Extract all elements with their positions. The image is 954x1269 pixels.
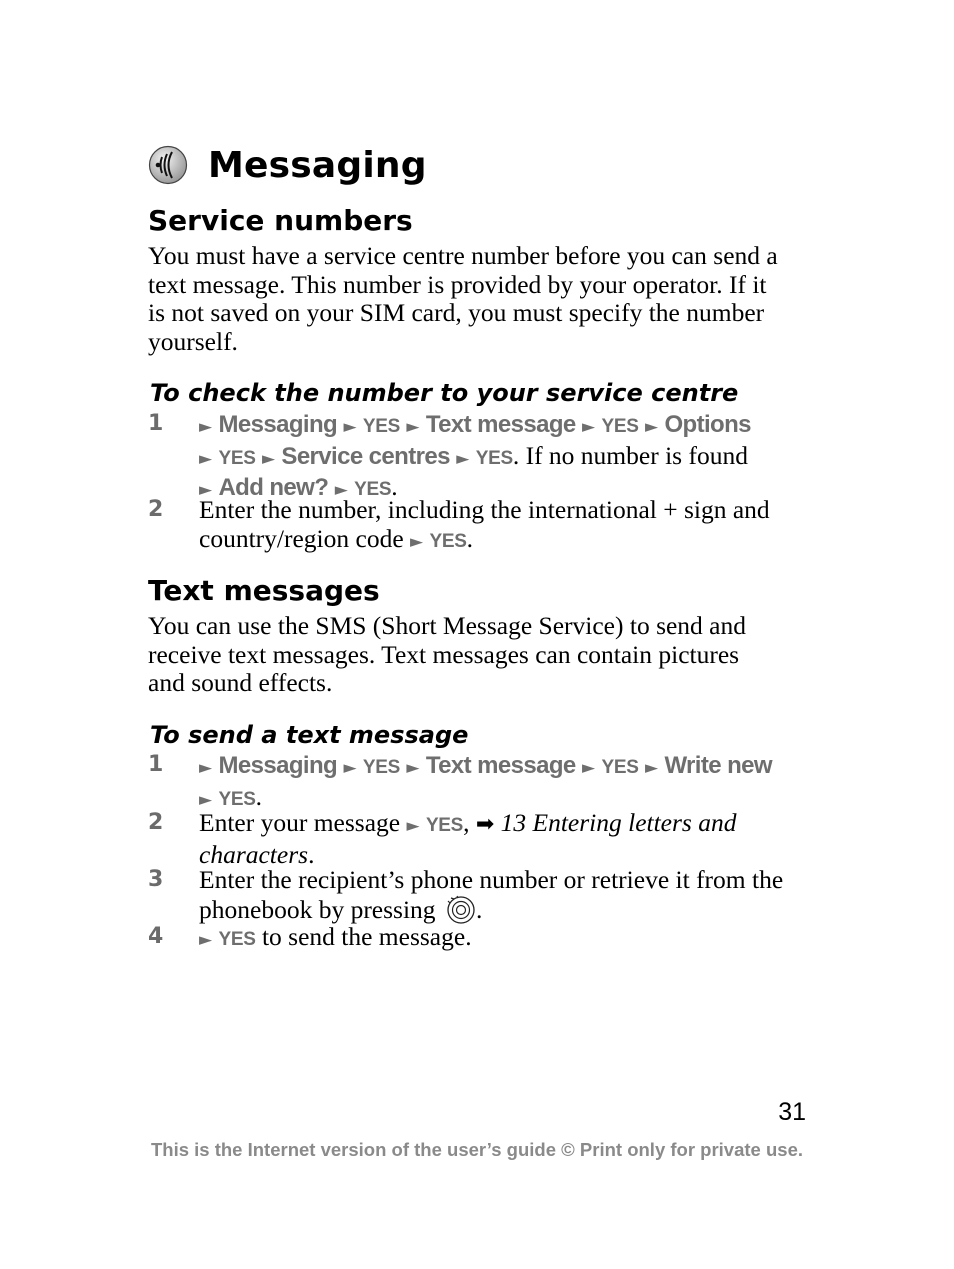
step-body [199,410,829,505]
arrow-right-icon: ► [334,480,348,501]
step-number: 2 [148,810,164,835]
step-number: 1 [148,411,164,436]
step-text: . [466,523,473,553]
procedure-title-check-number: To check the number to your service centre [150,379,739,407]
step-text: Enter your message [199,808,401,837]
text-line [199,751,829,783]
step-body [199,923,829,955]
text-line [199,809,829,841]
arrow-right-icon: ► [261,448,276,469]
step-number: 2 [148,497,164,522]
yes-key-label: YES [362,757,401,778]
arrow-right-icon: ► [199,789,213,810]
yes-key-label: YES [601,416,639,437]
page-title: Messaging [208,144,427,186]
yes-key-label: YES [218,447,256,469]
arrow-right-icon: ► [199,758,213,778]
cross-reference-link[interactable]: 13 Entering letters and [500,808,737,837]
step-text: phonebook by pressing [199,894,436,924]
text-line: Enter the recipient’s phone number or retrieve it from the [199,865,784,894]
text-line: receive text messages. Text messages can contain pictures [148,639,740,669]
page-header [148,140,427,190]
yes-key-label: YES [601,757,639,778]
step-body [199,866,829,925]
step-body [199,496,829,556]
step-item [148,496,828,554]
arrow-right-icon: ► [582,758,596,778]
step-item [148,923,828,953]
arrow-right-icon: ► [644,758,659,778]
text-line: You must have a service centre number before you can send a [148,241,778,270]
arrow-right-icon: ► [199,417,213,437]
arrow-right-icon: ► [199,930,213,950]
text-line [199,410,829,442]
text-line: Enter the number, including the international + sign and [199,495,770,524]
step-text: . [308,839,315,869]
text-line [199,442,829,474]
arrow-right-icon: ► [410,531,424,552]
yes-key-label: YES [354,479,392,501]
arrow-right-icon: ► [582,417,596,437]
step-item [148,410,828,502]
reference-arrow-icon: ➡ [475,812,495,837]
procedure-title-send-message: To send a text message [150,721,469,749]
step-number: 4 [148,924,164,949]
arrow-right-icon: ► [343,417,357,437]
step-text: . [255,781,262,811]
text-messages-intro [148,612,813,698]
menu-command-messaging: Messaging [218,411,338,438]
arrow-right-icon: ► [406,758,420,778]
arrow-right-icon: ► [199,448,213,469]
step-text: to send the message. [255,922,472,951]
step-number: 3 [148,867,164,892]
text-line: and sound effects. [148,668,333,698]
footer-notice: This is the Internet version of the user’s guide © Print only for private use. [150,1139,803,1160]
text-line: yourself. [148,327,238,357]
step-item [148,751,828,809]
step-text: country/region code [199,523,404,553]
menu-command-add-new: Add new? [218,474,329,502]
menu-command-options: Options [664,411,751,438]
yes-key-label: YES [425,815,464,836]
joystick-press-icon [446,895,476,925]
arrow-right-icon: ► [343,758,357,778]
step-number: 1 [148,752,164,777]
text-line: is not saved on your SIM card, you must specify the number [148,298,765,328]
text-line: You can use the SMS (Short Message Service) to send and [148,611,747,640]
text-line [199,525,829,557]
messaging-icon [148,145,188,185]
section-heading-service-numbers: Service numbers [148,204,413,237]
yes-key-label: YES [475,447,513,469]
service-numbers-intro [148,242,813,357]
step-item [148,866,828,924]
menu-command-messaging: Messaging [218,752,338,779]
menu-command-text-message: Text message [425,411,576,438]
step-text: . If no number is found [512,440,748,470]
step-text: . [475,894,483,924]
section-heading-text-messages: Text messages [148,574,380,607]
step-item [148,809,828,867]
menu-command-service-centres: Service centres [281,442,450,470]
text-line [199,895,829,925]
yes-key-label: YES [362,416,401,437]
arrow-right-icon: ► [644,417,659,437]
yes-key-label: YES [218,929,256,950]
menu-command-write-new: Write new [664,752,772,779]
text-line: text message. This number is provided by your operator. If it [148,269,767,299]
menu-command-text-message: Text message [425,752,576,779]
step-text: . [391,472,398,502]
step-text: , [463,808,470,837]
arrow-right-icon: ► [406,816,420,836]
arrow-right-icon: ► [199,480,213,501]
cross-reference-link[interactable]: characters [199,839,309,869]
page-number: 31 [778,1098,806,1126]
yes-key-label: YES [429,530,467,552]
arrow-right-icon: ► [406,417,420,437]
step-body [199,751,829,814]
step-body [199,809,829,869]
yes-key-label: YES [218,788,256,810]
text-line [199,923,829,955]
arrow-right-icon: ► [456,448,470,469]
